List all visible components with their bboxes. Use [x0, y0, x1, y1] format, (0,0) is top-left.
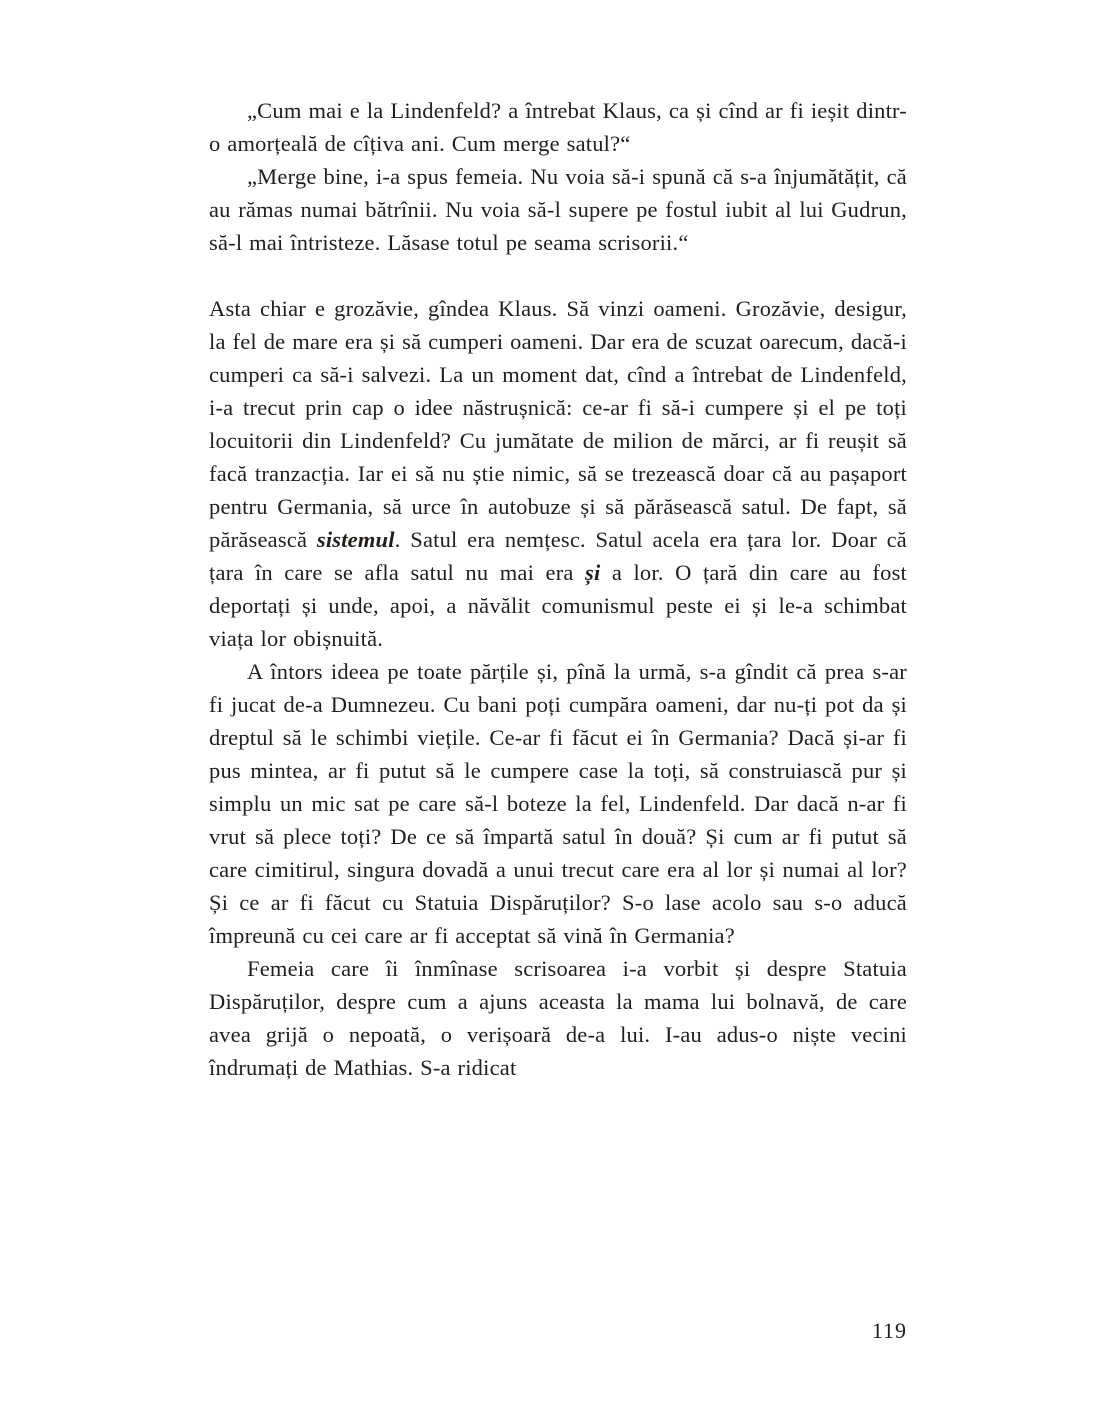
paragraph — [209, 292, 907, 655]
body-text: Asta chiar e grozăvie, gîndea Klaus. Să vinzi oameni. Grozăvie, desigur, la fel de mare era și să cumperi oameni. Dar era de scuzat oarecum, dacă-i cumperi ca să-i salvezi. La un moment dat, cînd a întrebat de Lindenfeld, i-a trecut prin cap o idee năstrușnică: ce-ar fi să-i cumpere și el pe toți locuitorii din Lindenfeld? Cu jumătate de milion de mărci, ar fi reușit să facă tranzacția. Iar ei să nu știe nimic, să se trezească doar că au pașaport pentru Germania, să urce în autobuze și să părăsească satul. De fapt, să părăsească — [209, 296, 907, 552]
paragraph — [209, 952, 907, 1084]
body-text: A întors ideea pe toate părțile și, pînă la urmă, s-a gîndit că prea s-ar fi jucat de-a Dumnezeu. Cu bani poți cumpăra oameni, dar nu-ți pot da și dreptul să le schimbi viețile. Ce-ar fi făcut ei în Germania? Dacă și-ar fi pus mintea, ar fi putut să le cumpere case la toți, să construiască pur și simplu un mic sat pe care să-l boteze la fel, Lindenfeld. Dar dacă n-ar fi vrut să plece toți? De ce să împartă satul în două? Și cum ar fi putut să care cimitirul, singura dovadă a unui trecut care era al lor și numai al lor? Și ce ar fi făcut cu Statuia Dispăruților? S-o lase acolo sau s-o aducă împreună cu cei care ar fi acceptat să vină în Germania? — [209, 659, 907, 948]
body-text: . Satul era nemțesc. Satul acela era țara lor. Doar că țara în care se afla satul nu mai era — [209, 527, 907, 585]
emphasized-text: și — [585, 560, 601, 585]
body-text: „Cum mai e la Lindenfeld? a întrebat Klaus, ca și cînd ar fi ieșit dintr-o amorțeală de cîțiva ani. Cum merge satul?“ — [209, 98, 907, 156]
body-text: a lor. O țară din care au fost deportați și unde, apoi, a năvălit comunismul peste ei și le-a schimbat viața lor obișnuită. — [209, 560, 907, 651]
paragraph — [209, 94, 907, 160]
body-text: Femeia care îi înmînase scrisoarea i-a vorbit și despre Statuia Dispăruților, despre cum a ajuns aceasta la mama lui bolnavă, de care avea grijă o nepoată, o verișoară de-a lui. I-au adus-o niște vecini îndrumați de Mathias. S-a ridicat — [209, 956, 907, 1080]
page-number: 119 — [871, 1318, 907, 1343]
paragraph — [209, 160, 907, 259]
paragraph — [209, 655, 907, 952]
emphasized-text: sistemul — [316, 527, 395, 552]
page-text — [209, 94, 907, 1084]
body-text: „Merge bine, i-a spus femeia. Nu voia să-i spună că s-a înjumătățit, că au rămas numai bătrînii. Nu voia să-l supere pe fostul iubit al lui Gudrun, să-l mai întristeze. Lăsase totul pe seama scrisorii.“ — [209, 164, 907, 255]
